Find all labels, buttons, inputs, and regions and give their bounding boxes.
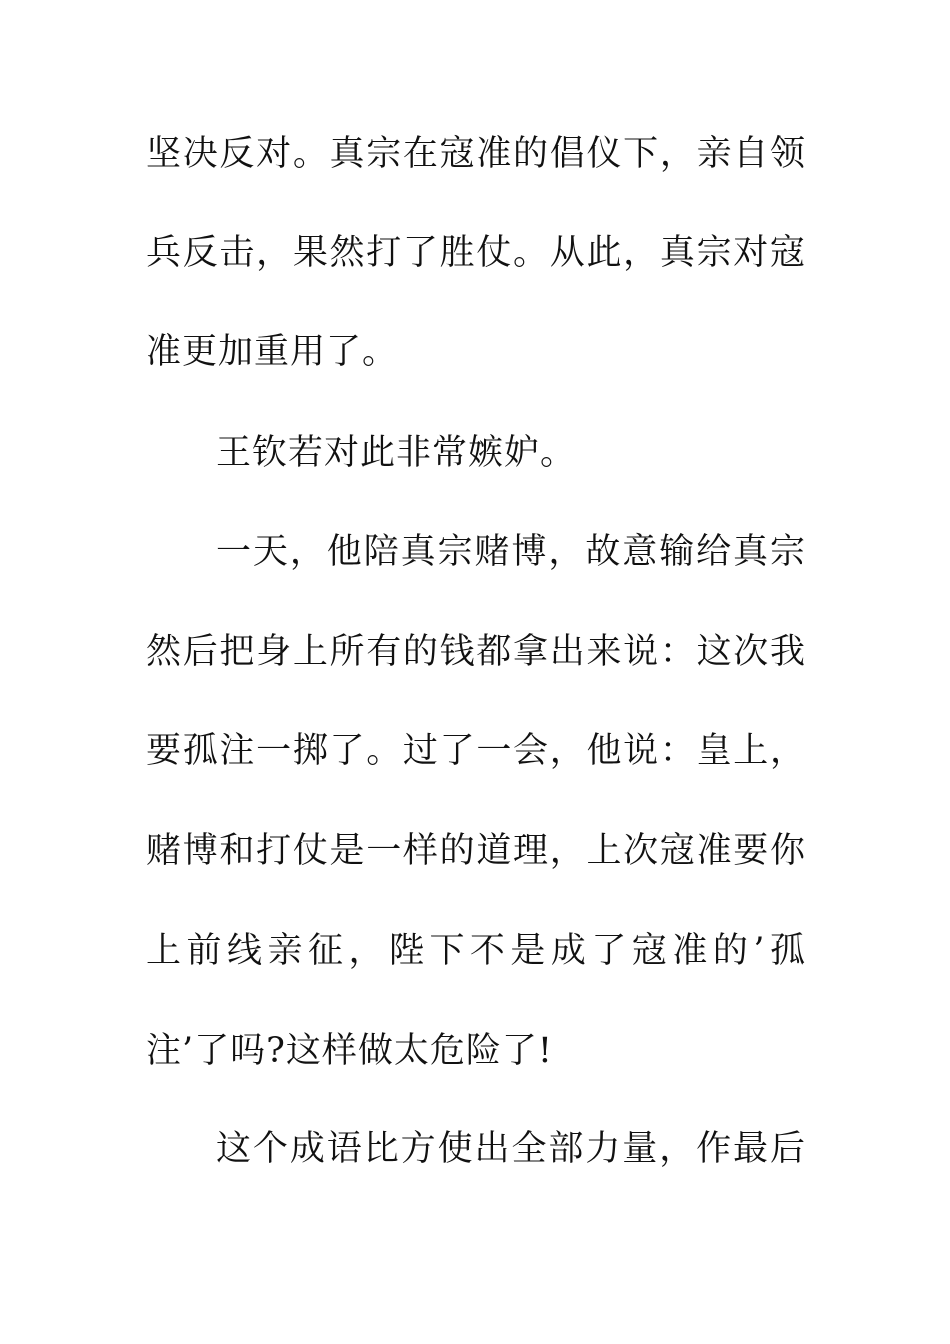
text-line-4: 王钦若对此非常嫉妒。	[216, 433, 577, 473]
text-line-8: 赌博和打仗是一样的道理，上次寇准要你	[146, 831, 806, 871]
text-line-9: 上前线亲征，陛下不是成了寇准的’孤	[146, 931, 806, 971]
text-line-7: 要孤注一掷了。过了一会，他说：皇上，	[146, 731, 806, 771]
text-line-2: 兵反击，果然打了胜仗。从此，真宗对寇	[146, 233, 806, 273]
text-line-10: 注’了吗?这样做太危险了!	[146, 1031, 553, 1071]
text-line-11: 这个成语比方使出全部力量，作最后	[216, 1129, 806, 1169]
text-line-3: 准更加重用了。	[146, 332, 399, 372]
text-line-1: 坚决反对。真宗在寇准的倡仪下，亲自领	[146, 134, 806, 174]
text-line-5: 一天，他陪真宗赌博，故意输给真宗	[216, 532, 806, 572]
text-line-6: 然后把身上所有的钱都拿出来说：这次我	[146, 632, 806, 672]
